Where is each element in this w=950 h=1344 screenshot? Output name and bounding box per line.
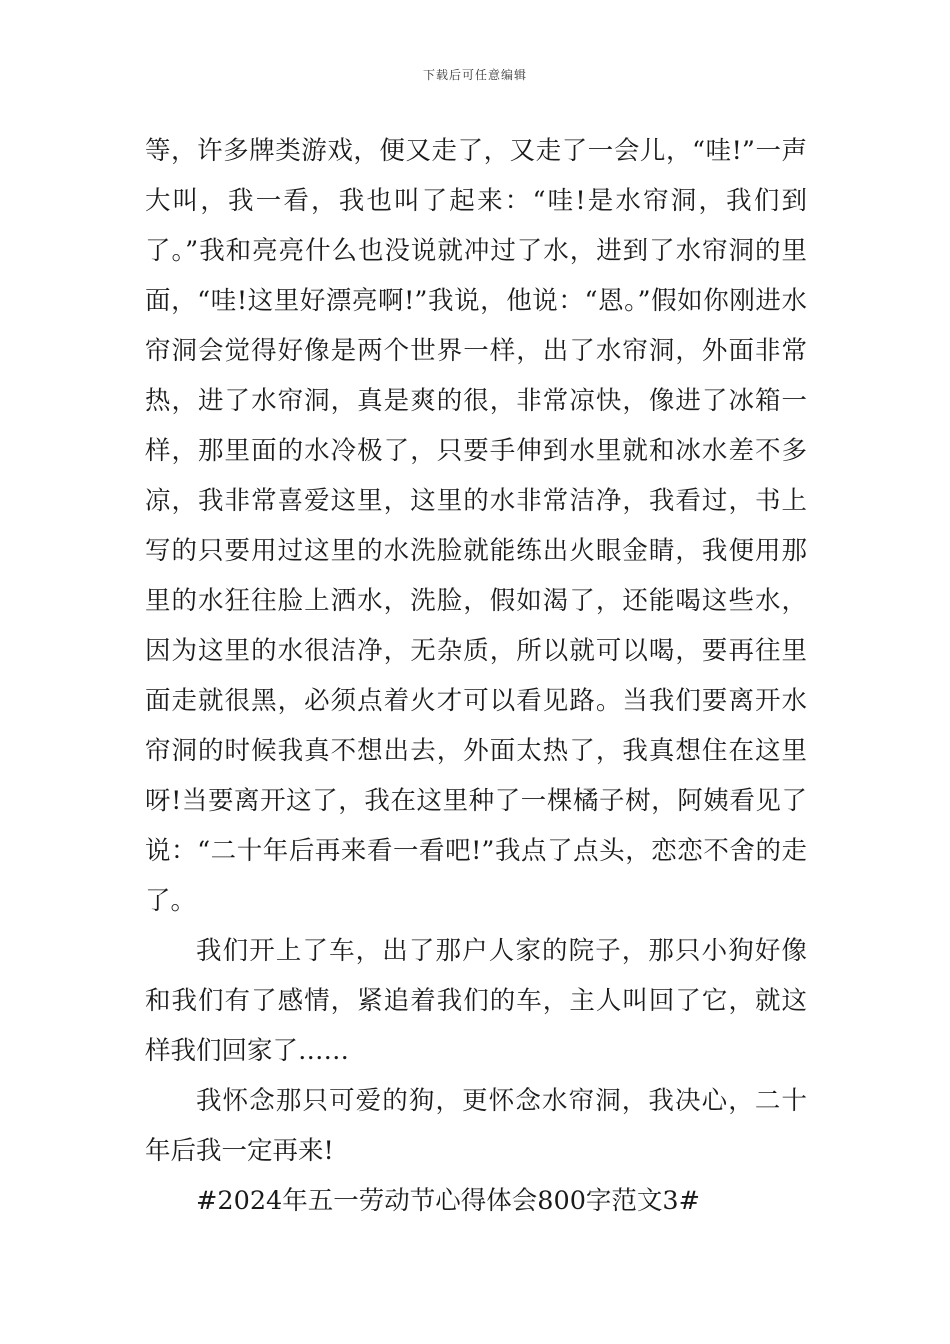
section-heading: #2024年五一劳动节心得体会800字范文3# (196, 1186, 701, 1216)
paragraph-1: 等，许多牌类游戏，便又走了，又走了一会儿，“哇!”一声大叫，我一看，我也叫了起来：“哇!是水帘洞，我们到了。”我和亮亮什么也没说就冲过了水，进到了水帘洞的里面，“哇!这里好漂亮啊!”我说，他说：“恩。”假如你刚进水帘洞会觉得好像是两个世界一样，出了水帘洞，外面非常热，进了水帘洞，真是爽的很，非常凉快，像进了冰箱一样，那里面的水冷极了，只要手伸到水里就和冰水差不多凉，我非常喜爱这里，这里的水非常洁净，我看过，书上写的只要用过这里的水洗脸就能练出火眼金睛，我便用那里的水狂往脸上洒水，洗脸，假如渴了，还能喝这些水，因为这里的水很洁净，无杂质，所以就可以喝，要再往里面走就很黑，必须点着火才可以看见路。当我们要离开水帘洞的时候我真不想出去，外面太热了，我真想住在这里呀!当要离开这了，我在这里种了一棵橘子树，阿姨看见了说：“二十年后再来看一看吧!”我点了点头，恋恋不舍的走了。 (145, 136, 807, 916)
header-note: 下载后可任意编辑 (422, 68, 527, 82)
paragraph-2: 我们开上了车，出了那户人家的院子，那只小狗好像和我们有了感情，紧追着我们的车，主人叫回了它，就这样我们回家了…… (145, 936, 807, 1066)
paragraph-3: 我怀念那只可爱的狗，更怀念水帘洞，我决心，二十年后我一定再来! (145, 1086, 807, 1166)
article-body (145, 126, 807, 1226)
